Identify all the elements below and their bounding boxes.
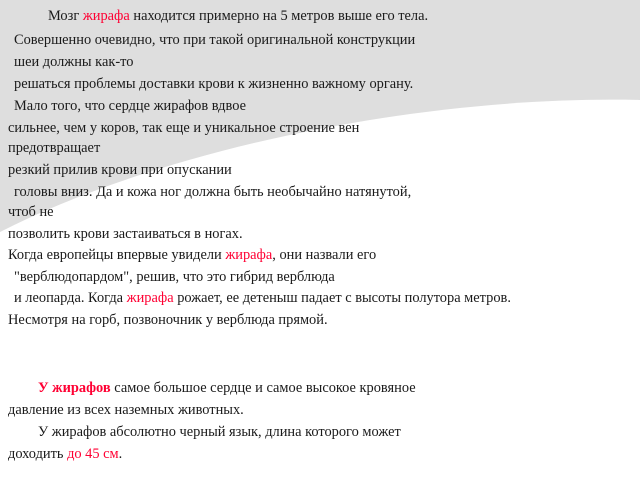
text-line: шеи должны как-то [14,54,134,70]
text-line: головы вниз. Да и кожа ног должна быть необычайно натянутой, [14,184,412,200]
text-line: доходить до 45 см. [8,446,123,462]
highlight-giraffes: У жирафов [38,380,111,396]
text-line: давление из всех наземных животных. [8,402,244,418]
text-line: Когда европейцы впервые увидели жирафа, они назвали его [8,247,377,263]
highlight-giraffe: жирафа [126,290,174,306]
text-line: чтоб не [8,204,54,220]
text-line: сильнее, чем у коров, так еще и уникальное строение вен [8,120,360,136]
text-line: и леопарда. Когда жирафа рожает, ее детеныш падает с высоты полутора метров. [14,290,511,306]
highlight-giraffe: жирафа [225,247,273,263]
text-line: Совершенно очевидно, что при такой оригинальной конструкции [14,32,416,48]
text-line: Мозг жирафа находится примерно на 5 метров выше его тела. [48,8,429,24]
text-line: Мало того, что сердце жирафов вдвое [14,98,246,114]
highlight-length: до 45 см [67,446,119,462]
highlight-giraffe: жирафа [82,8,130,24]
text-line: резкий прилив крови при опускании [8,162,232,178]
text-line: Несмотря на горб, позвоночник у верблюда прямой. [8,312,328,328]
text-line: У жирафов абсолютно черный язык, длина которого может [38,424,401,440]
text-line: позволить крови застаиваться в ногах. [8,226,243,242]
text-line: У жирафов самое большое сердце и самое высокое кровяное [38,380,416,396]
text-line: решаться проблемы доставки крови к жизненно важному органу. [14,76,414,92]
text-line: предотвращает [8,140,101,156]
text-line: "верблюдопардом", решив, что это гибрид верблюда [14,269,335,285]
